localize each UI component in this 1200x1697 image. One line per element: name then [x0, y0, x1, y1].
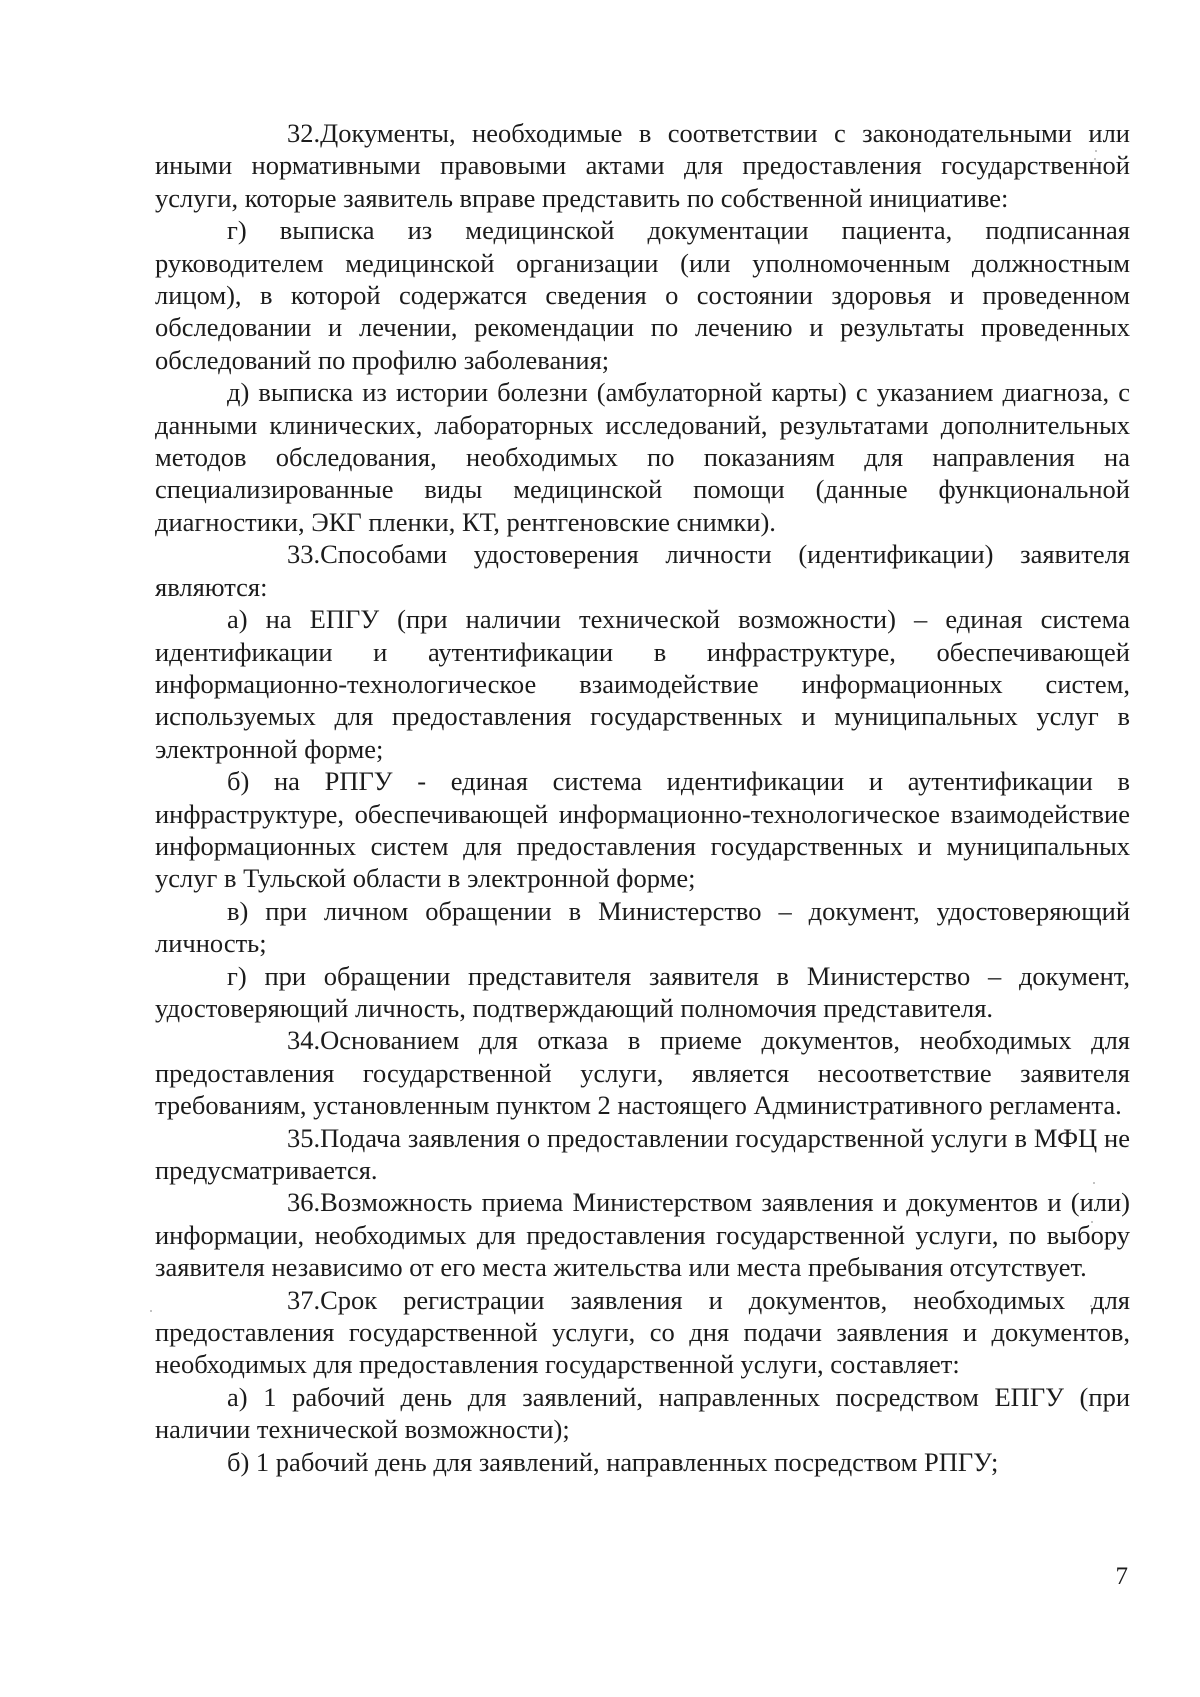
paragraph-text: г) при обращении представителя заявителя в Министерство – документ, удостоверяющий личность, подтверждающий полномочия представителя.	[155, 960, 1130, 1023]
paragraph-text: а) 1 рабочий день для заявлений, направленных посредством ЕПГУ (при наличии технической возможности);	[155, 1381, 1130, 1445]
paragraph-text: г) выписка из медицинской документации пациента, подписанная руководителем медицинской организации (или уполномоченным должностным лицом), в которой содержатся сведения о состоянии здоровья и проведенном обследовании и лечении, рекомендации по лечению и результаты проведенных обследований по профилю заболевания;	[155, 215, 1130, 375]
paragraph-37	[155, 1284, 1130, 1381]
subitem-a-epgu-deadline	[155, 1381, 1130, 1446]
paragraph-text: Основанием для отказа в приеме документов, необходимых для предоставления государственной услуги, является несоответствие заявителя требованиям, установленным пунктом 2 настоящего Административного регламента.	[155, 1025, 1130, 1121]
paragraph-text: в) при личном обращении в Министерство – документ, удостоверяющий личность;	[155, 895, 1130, 959]
page-number: 7	[1115, 1563, 1128, 1590]
paragraph-32	[155, 117, 1130, 214]
subitem-d-medical-history	[155, 376, 1130, 538]
paragraph-number: 32.	[287, 118, 321, 148]
paragraph-number: 37.	[287, 1284, 321, 1315]
paragraph-number: 35.	[287, 1122, 321, 1153]
subitem-a-epgu	[155, 603, 1130, 765]
subitem-g-medical-extract	[155, 214, 1130, 376]
scan-speck	[150, 1310, 152, 1312]
paragraph-text: Срок регистрации заявления и документов, необходимых для предоставления государственной услуги, со дня подачи заявления и документов, необходимых для предоставления государственной услуги, составляет:	[155, 1284, 1130, 1380]
subitem-b-rpgu	[155, 765, 1130, 895]
subitem-v-personal-visit	[155, 895, 1130, 960]
paragraph-text: Документы, необходимые в соответствии с законодательными или иными нормативными правовыми актами для предоставления государственной услуги, которые заявитель вправе представить по собственной инициативе:	[155, 118, 1130, 213]
paragraph-text: Возможность приема Министерством заявления и документов и (или) информации, необходимых для предоставления государственной услуги, по выбору заявителя независимо от его места жительства или места пребывания отсутствует.	[155, 1187, 1130, 1283]
paragraph-text: б) 1 рабочий день для заявлений, направленных посредством РПГУ;	[227, 1446, 999, 1477]
paragraph-number: 36.	[287, 1187, 321, 1218]
subitem-g-representative	[155, 960, 1130, 1025]
paragraph-number: 34.	[287, 1025, 321, 1056]
paragraph-text: а) на ЕПГУ (при наличии технической возможности) – единая система идентификации и аутентификации в инфраструктуре, обеспечивающей информационно-технологическое взаимодействие информационных систем, используемых для предоставления государственных и муниципальных услуг в электронной форме;	[155, 604, 1130, 764]
paragraph-text: Подача заявления о предоставлении государственной услуги в МФЦ не предусматривается.	[155, 1122, 1130, 1185]
subitem-b-rpgu-deadline	[155, 1446, 1130, 1478]
paragraph-text: Способами удостоверения личности (идентификации) заявителя являются:	[155, 539, 1130, 602]
paragraph-33	[155, 538, 1130, 603]
paragraph-34	[155, 1024, 1130, 1121]
paragraph-number: 33.	[287, 539, 321, 570]
document-body	[155, 117, 1130, 1478]
paragraph-text: д) выписка из истории болезни (амбулаторной карты) с указанием диагноза, с данными клинических, лабораторных исследований, результатами дополнительных методов обследования, необходимых по показаниям для направления на специализированные виды медицинской помощи (данные функциональной диагностики, ЭКГ пленки, КТ, рентгеновские снимки).	[155, 377, 1130, 537]
paragraph-36	[155, 1186, 1130, 1283]
paragraph-35	[155, 1122, 1130, 1187]
paragraph-text: б) на РПГУ - единая система идентификации и аутентификации в инфраструктуре, обеспечивающей информационно-технологическое взаимодействие информационных систем для предоставления государственных и муниципальных услуг в Тульской области в электронной форме;	[155, 766, 1130, 894]
